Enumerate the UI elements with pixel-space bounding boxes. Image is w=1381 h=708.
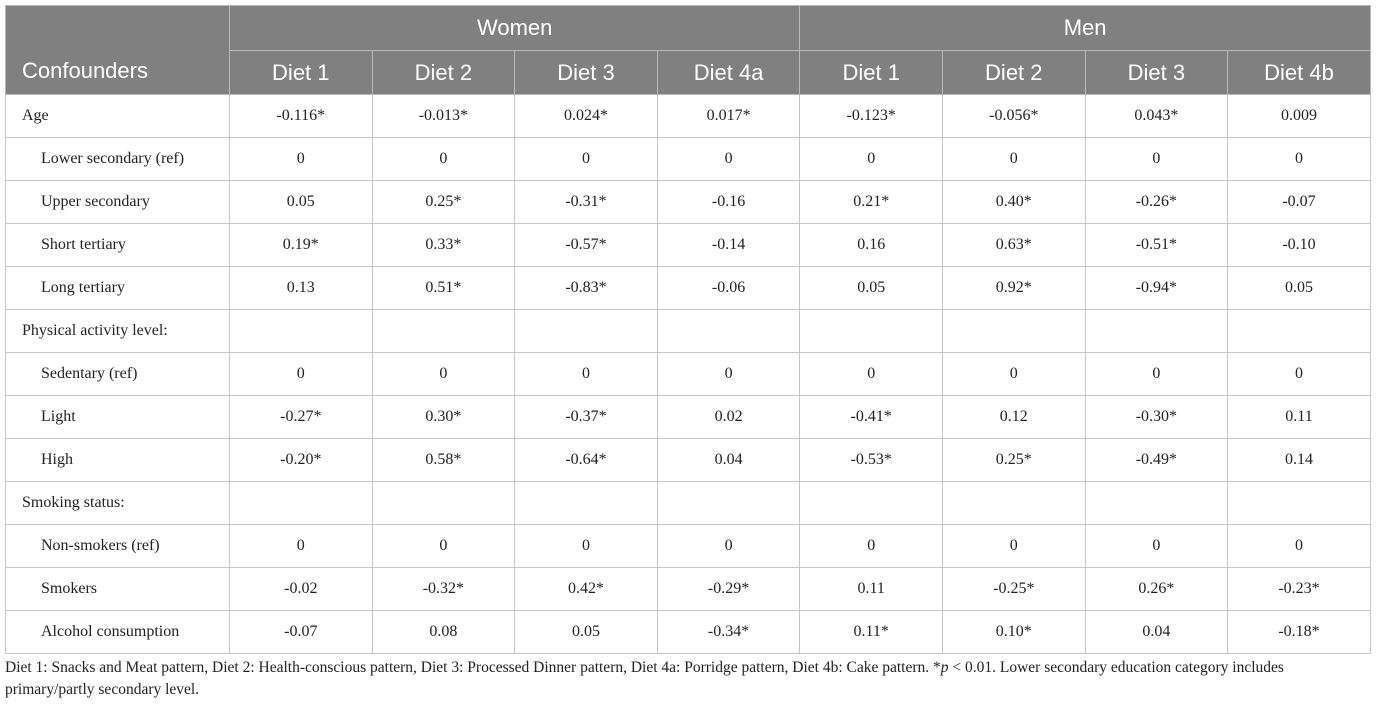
results-table-container	[5, 5, 1370, 654]
coefficient-cell: -0.32*	[372, 568, 515, 611]
coefficient-cell: 0.30*	[372, 396, 515, 439]
coefficient-cell: -0.34*	[657, 611, 800, 654]
table-row	[6, 95, 1371, 138]
coefficient-cell: 0.11*	[800, 611, 943, 654]
coefficient-cell: 0.13	[230, 267, 373, 310]
row-label: Non-smokers (ref)	[6, 525, 230, 568]
diet-header: Diet 2	[943, 51, 1086, 95]
coefficient-cell	[230, 482, 373, 525]
row-label: Smokers	[6, 568, 230, 611]
coefficient-cell: 0	[515, 353, 658, 396]
coefficient-cell: 0	[657, 138, 800, 181]
coefficient-cell: -0.26*	[1085, 181, 1228, 224]
row-label: Lower secondary (ref)	[6, 138, 230, 181]
coefficient-cell	[1228, 482, 1371, 525]
coefficient-cell: 0.25*	[372, 181, 515, 224]
coefficient-cell: -0.07	[1228, 181, 1371, 224]
footnote-text-end: < 0.01. Lower secondary education category includes primary/partly secondary level.	[5, 659, 1284, 698]
coefficient-cell: 0	[800, 525, 943, 568]
coefficient-cell: 0.05	[230, 181, 373, 224]
coefficient-cell: -0.64*	[515, 439, 658, 482]
coefficient-cell: -0.53*	[800, 439, 943, 482]
coefficient-cell	[943, 482, 1086, 525]
coefficient-cell: -0.013*	[372, 95, 515, 138]
row-label: Age	[6, 95, 230, 138]
coefficient-cell: 0	[515, 138, 658, 181]
men-group-header: Men	[800, 6, 1370, 51]
confounders-table	[5, 5, 1371, 654]
coefficient-cell: 0	[800, 353, 943, 396]
table-row	[6, 138, 1371, 181]
coefficient-cell	[657, 310, 800, 353]
coefficient-cell: 0.017*	[657, 95, 800, 138]
coefficient-cell: 0	[800, 138, 943, 181]
coefficient-cell: 0.04	[657, 439, 800, 482]
coefficient-cell: 0.11	[800, 568, 943, 611]
coefficient-cell: 0.02	[657, 396, 800, 439]
coefficient-cell	[1228, 310, 1371, 353]
coefficient-cell: 0	[1228, 353, 1371, 396]
coefficient-cell: -0.16	[657, 181, 800, 224]
coefficient-cell: -0.116*	[230, 95, 373, 138]
coefficient-cell: 0	[1228, 525, 1371, 568]
coefficient-cell: 0.40*	[943, 181, 1086, 224]
coefficient-cell: -0.25*	[943, 568, 1086, 611]
coefficient-cell: -0.29*	[657, 568, 800, 611]
coefficient-cell	[515, 482, 658, 525]
coefficient-cell: 0.009	[1228, 95, 1371, 138]
coefficient-cell: -0.31*	[515, 181, 658, 224]
coefficient-cell: 0.63*	[943, 224, 1086, 267]
coefficient-cell: 0.16	[800, 224, 943, 267]
row-label: Smoking status:	[6, 482, 230, 525]
coefficient-cell: -0.94*	[1085, 267, 1228, 310]
coefficient-cell: -0.30*	[1085, 396, 1228, 439]
row-label: Light	[6, 396, 230, 439]
coefficient-cell: 0.04	[1085, 611, 1228, 654]
table-row	[6, 353, 1371, 396]
coefficient-cell: 0	[943, 353, 1086, 396]
coefficient-cell: -0.07	[230, 611, 373, 654]
coefficient-cell: -0.49*	[1085, 439, 1228, 482]
coefficient-cell: 0	[230, 138, 373, 181]
coefficient-cell: -0.27*	[230, 396, 373, 439]
diet-header: Diet 1	[800, 51, 943, 95]
coefficient-cell: -0.123*	[800, 95, 943, 138]
coefficient-cell: 0	[943, 138, 1086, 181]
footnote-p-symbol: p	[940, 659, 949, 676]
coefficient-cell: 0.21*	[800, 181, 943, 224]
row-label: Upper secondary	[6, 181, 230, 224]
coefficient-cell: 0.12	[943, 396, 1086, 439]
coefficient-cell: 0.58*	[372, 439, 515, 482]
coefficient-cell: -0.83*	[515, 267, 658, 310]
coefficient-cell	[800, 310, 943, 353]
row-label: Physical activity level:	[6, 310, 230, 353]
coefficient-cell: -0.37*	[515, 396, 658, 439]
women-group-header: Women	[230, 6, 800, 51]
coefficient-cell	[1085, 482, 1228, 525]
coefficient-cell: 0.08	[372, 611, 515, 654]
coefficient-cell: -0.06	[657, 267, 800, 310]
coefficient-cell	[230, 310, 373, 353]
table-row	[6, 525, 1371, 568]
diet-header: Diet 3	[515, 51, 658, 95]
coefficient-cell	[800, 482, 943, 525]
diet-header: Diet 3	[1085, 51, 1228, 95]
coefficient-cell: 0	[372, 138, 515, 181]
coefficient-cell: 0	[230, 525, 373, 568]
coefficient-cell: -0.18*	[1228, 611, 1371, 654]
confounders-header: Confounders	[6, 6, 230, 95]
table-row	[6, 482, 1371, 525]
coefficient-cell	[1085, 310, 1228, 353]
diet-header: Diet 1	[230, 51, 373, 95]
coefficient-cell: -0.57*	[515, 224, 658, 267]
coefficient-cell: 0.26*	[1085, 568, 1228, 611]
coefficient-cell: 0	[372, 353, 515, 396]
coefficient-cell: 0	[230, 353, 373, 396]
coefficient-cell: 0	[657, 353, 800, 396]
coefficient-cell: 0.05	[800, 267, 943, 310]
coefficient-cell: 0.33*	[372, 224, 515, 267]
coefficient-cell: 0.14	[1228, 439, 1371, 482]
coefficient-cell: 0.043*	[1085, 95, 1228, 138]
header-group-row	[6, 6, 1371, 51]
diet-header: Diet 4a	[657, 51, 800, 95]
table-row	[6, 224, 1371, 267]
diet-header: Diet 4b	[1228, 51, 1371, 95]
table-row	[6, 396, 1371, 439]
table-row	[6, 267, 1371, 310]
coefficient-cell: 0	[1228, 138, 1371, 181]
row-label: Long tertiary	[6, 267, 230, 310]
row-label: High	[6, 439, 230, 482]
coefficient-cell: -0.14	[657, 224, 800, 267]
table-row	[6, 568, 1371, 611]
coefficient-cell: -0.20*	[230, 439, 373, 482]
coefficient-cell: 0.10*	[943, 611, 1086, 654]
coefficient-cell: 0	[1085, 525, 1228, 568]
coefficient-cell: 0.42*	[515, 568, 658, 611]
row-label: Sedentary (ref)	[6, 353, 230, 396]
coefficient-cell: 0.92*	[943, 267, 1086, 310]
coefficient-cell: -0.23*	[1228, 568, 1371, 611]
coefficient-cell: 0.25*	[943, 439, 1086, 482]
coefficient-cell	[515, 310, 658, 353]
coefficient-cell: -0.10	[1228, 224, 1371, 267]
footnote-text: Diet 1: Snacks and Meat pattern, Diet 2: Health-conscious pattern, Diet 3: Processed Dinner pattern, Diet 4a: Porridge pattern, Diet 4b: Cake pattern. *	[5, 659, 941, 676]
coefficient-cell: -0.056*	[943, 95, 1086, 138]
coefficient-cell: 0.024*	[515, 95, 658, 138]
coefficient-cell: 0.11	[1228, 396, 1371, 439]
table-row	[6, 310, 1371, 353]
table-row	[6, 611, 1371, 654]
coefficient-cell: 0	[1085, 353, 1228, 396]
coefficient-cell: 0.51*	[372, 267, 515, 310]
coefficient-cell: 0.19*	[230, 224, 373, 267]
row-label: Alcohol consumption	[6, 611, 230, 654]
table-row	[6, 439, 1371, 482]
table-row	[6, 181, 1371, 224]
table-footnote	[5, 657, 1375, 701]
row-label: Short tertiary	[6, 224, 230, 267]
coefficient-cell: 0	[372, 525, 515, 568]
coefficient-cell: 0	[657, 525, 800, 568]
coefficient-cell: -0.41*	[800, 396, 943, 439]
coefficient-cell: 0.05	[1228, 267, 1371, 310]
coefficient-cell	[372, 310, 515, 353]
coefficient-cell	[372, 482, 515, 525]
coefficient-cell: 0	[1085, 138, 1228, 181]
table-body	[6, 95, 1371, 654]
coefficient-cell: -0.51*	[1085, 224, 1228, 267]
coefficient-cell: 0.05	[515, 611, 658, 654]
coefficient-cell	[943, 310, 1086, 353]
diet-header: Diet 2	[372, 51, 515, 95]
coefficient-cell	[657, 482, 800, 525]
coefficient-cell: -0.02	[230, 568, 373, 611]
coefficient-cell: 0	[943, 525, 1086, 568]
coefficient-cell: 0	[515, 525, 658, 568]
